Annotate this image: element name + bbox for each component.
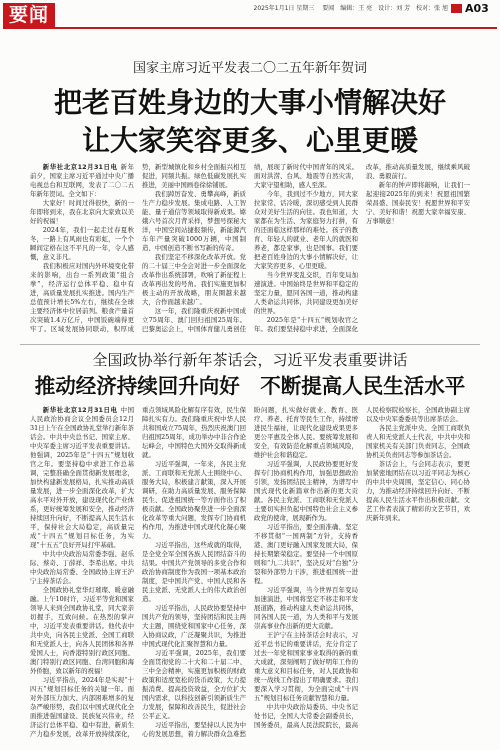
- paragraph: 习近平强调，一年来，各民主党派、工商联和无党派人士围绕中心、服务大局，积极建言献策，深入开展调研，在助力高质量发展、服务保障民生、促进祖国统一等方面作出了积极贡献。全国政协聚焦进一步全面深化改革等重大问题，发挥专门协商机构作用，为推进中国式现代化凝心聚力。: [142, 460, 246, 540]
- paragraph: 各民主党派中央、全国工商联负责人和无党派人士代表，中共中央和国家机关有关部门负责同志，全国政协机关负责同志等参加茶话会。: [366, 424, 470, 459]
- paragraph: 我们坚定不移深化改革开放。党的二十届三中全会对进一步全面深化改革作出系统部署，吹响了新征程上改革再出发的号角。我们实施更加积极主动的开放战略，朋友圈越来越大，合作面越来越广。: [142, 253, 246, 306]
- top-article-body: [30, 163, 470, 339]
- page-marker: [451, 4, 462, 13]
- page-number: A03: [465, 2, 489, 15]
- paragraph: 习近平强调，当今世界百年变局加速演进，中国将坚定不移走和平发展道路，推动构建人类命运共同体，同各国人民一道，为人类和平与发展崇高事业作出新的更大贡献。: [254, 586, 358, 630]
- paragraph: 全国政协礼堂华灯璀璨、暖意融融。上午10时许，习近平等党和国家领导人来到全国政协礼堂，同大家亲切握手，互致问候。在热烈的掌声中，习近平发表重要讲话。他代表中共中央，向各民主党派、全国工商联和无党派人士，向各人民团体和各界爱国人士，向香港特别行政区同胞、澳门特别行政区同胞、台湾同胞和海外侨胞，致以新年的祝福！: [30, 586, 134, 675]
- paragraph: 中共中央政治局常委李强、赵乐际、蔡奇、丁薛祥、李希出席。中共中央政治局常委、全国政协主席王沪宁主持茶话会。: [30, 550, 134, 585]
- top-article-headline-line-2: 让大家笑容更多、心里更暖: [81, 124, 418, 157]
- paragraph: 中共中央政治局委员、中央书记处书记，全国人大常委会副委员长，国务委员，最高人民法院院长，最高人民检察院检察长，全国政协副主席以及中央军委委员等出席茶话会。: [254, 406, 470, 729]
- section-tab: 要闻: [3, 3, 55, 27]
- bottom-article-headline: 推动经济持续回升向好 不断提高人民生活水平: [34, 374, 466, 398]
- paragraph: 我们积极应对国内外环境变化带来的影响，出台一系列政策“组合拳”，经济运行总体平稳、稳中有进，高质量发展扎实推进。国内生产总值预计增长5%左右，继续在全球主要经济体中位居前列。粮食产量首次突破1.4万亿斤，中国饭碗端得更牢了。区域发展协同联动，积厚成势，新型城镇化和乡村全面振兴相互促进，同频共振。绿色低碳发展扎实推进，美丽中国画卷徐徐铺展。: [30, 163, 246, 333]
- paragraph: 我们踔厉奋发、勇攀高峰，新质生产力稳步发展。集成电路、人工智能、量子通信等领域取得新成果。嫦娥六号首次月背采样，梦想号探秘大洋，中国空间站捷报频传，新能源汽车年产量突破1000万辆，中国制造、中国创造不断书写新的传奇。: [142, 190, 246, 252]
- paragraph: 习近平指出，2024年是实现“十四五”规划目标任务的关键一年。面对外部压力加大、内部困难增多的复杂严峻形势，我们以中国式现代化全面推进强国建设、民族复兴伟业，经济运行总体平稳、稳中有进，新质生产力稳步发展，改革开放持续深化，重点领域风险化解有序有效，民生保障扎实有力。我们隆重庆祝中华人民共和国成立75周年，热烈庆祝澳门回归祖国25周年，成功举办中非合作论坛峰会，中国特色大国外交取得新成就。: [30, 406, 246, 738]
- header-rule: [3, 27, 497, 29]
- lead-text: 新年前夕，国家主席习近平通过中央广播电视总台和互联网，发表了二〇二五年新年贺词。全文如下：: [30, 163, 134, 198]
- paragraph: 新年的钟声即将敲响，让我们一起迎接2025年的到来！祝愿祖国繁荣昌盛、国泰民安！祝愿世界和平安宁、美好和谐！祝愿大家幸福安康、万事顺意！: [366, 181, 470, 225]
- paragraph: 习近平指出，要坚持以人民为中心的发展思想，着力解决群众急难愁盼问题，扎实做好就业、教育、医疗、养老、托育等民生工作，持续增进民生福祉，让现代化建设成果更多更公平惠及全体人民。要统筹发展和安全，有效防范化解重点领域风险，维护社会和谐稳定。: [142, 406, 358, 738]
- bottom-article-body: [30, 406, 470, 742]
- article-divider: [20, 344, 480, 345]
- lead-text: 中国人民政治协商会议全国委员会12月31日上午在全国政协礼堂举行新年茶话会。中共中央总书记、国家主席、中央军委主席习近平发表重要讲话。他强调，2025年是“十四五”规划收官之年。要坚持稳中求进工作总基调，完整准确全面贯彻新发展理念，加快构建新发展格局，扎实推动高质量发展，进一步全面深化改革，扩大高水平对外开放，建设现代化产业体系，更好统筹发展和安全，推动经济持续回升向好，不断提高人民生活水平，保持社会大局稳定，高质量完成“十四五”规划目标任务，为实现“十五五”良好开局打牢基础。: [30, 406, 134, 549]
- header-info: [254, 5, 448, 13]
- paragraph: 习近平指出，这些成就的取得，是全党全军全国各族人民团结奋斗的结果。中国共产党领导的多党合作和政治协商制度作为我国一项基本政治制度，是中国共产党、中国人民和各民主党派、无党派人士的伟大政治创造。: [142, 541, 246, 603]
- paragraph: 习近平强调，人民政协要更好发挥专门协商机构作用，加强思想政治引领，发扬团结民主精神，为谱写中国式现代化新篇章作出新的更大贡献。各民主党派、工商联和无党派人士要切实担负起中国特色社会主义参政党的使命，展现新作为。: [254, 460, 358, 522]
- paragraph: 茶话会上，与会同志表示，要更加紧密地团结在以习近平同志为核心的中共中央周围，坚定信心、同心协力，为推动经济持续回升向好、不断提高人民生活水平作出积极贡献。文艺工作者表演了精彩的文艺节目，欢庆新年到来。: [366, 460, 470, 522]
- paragraph: 大家好！时间过得很快，新的一年即将到来，我在北京向大家致以美好的祝福！: [30, 199, 134, 225]
- paragraph: 今年，我到过不少地方，同大家拉家常、话冷暖，深切感受到人民群众对美好生活的向往。我也知道，大家都在为生活、为家庭努力打拼，有的还面临这样那样的难处。孩子的教育、年轻人的就业、老年人的就医和养老，都是家事，也是国事。我们要把老百姓身边的大事小情解决好，让大家笑容更多、心里更暖。: [254, 190, 358, 270]
- paragraph: 2025年是“十四五”规划收官之年。我们要坚持稳中求进，全面深化改革，推动高质量发展，继续乘风破浪、勇毅前行。: [254, 163, 470, 333]
- dateline: 新华社北京12月31日电: [42, 163, 118, 171]
- top-article-kicker: 国家主席习近平发表二〇二五年新年贺词: [132, 61, 367, 76]
- lead-paragraph: [30, 163, 134, 199]
- paragraph: 习近平指出，人民政协要坚持中国共产党的领导，坚持团结和民主两大主题，围绕党和国家中心任务，深入协商议政，广泛凝聚共识，为推进中国式现代化汇聚智慧和力量。: [142, 604, 246, 648]
- lead-paragraph: [30, 406, 134, 550]
- paragraph: 当今世界变乱交织，百年变局加速演进。中国始终是世界和平稳定的坚定力量，愿同各国一道，推动构建人类命运共同体，共同建设更加美好的世界。: [254, 271, 358, 315]
- paragraph: 这一年，我们隆重庆祝新中国成立75周年、澳门回归祖国25周年。巴黎奥运会上，中国体育健儿勇创佳绩，展现了新时代中国青年的风采。面对洪涝、台风、地震等自然灾害，大家守望相助，感人至深。: [142, 163, 358, 333]
- bottom-article-kicker: 全国政协举行新年茶话会，习近平发表重要讲话: [92, 351, 408, 369]
- paragraph: 习近平强调，2025年，我们要全面贯彻党的二十大和二十届二中、三中全会精神，实施更加积极的财政政策和适度宽松的货币政策，大力提振消费、提高投资效益，全方位扩大国内需求，以科技创新引领新质生产力发展，保障和改善民生，促进社会公平正义。: [142, 649, 246, 720]
- paragraph: 王沪宁在主持茶话会时表示，习近平总书记的重要讲话，充分肯定了过去一年党和国家事业取得的新的重大成就，深刻阐明了做好明年工作的重大意义和目标任务，对人民政协和统一战线工作提出了明确要求。我们要深入学习贯彻，为全面完成“十四五”规划目标任务贡献智慧和力量。: [254, 631, 358, 702]
- paragraph: 2024年，我们一起走过春夏秋冬，一路上有风雨也有彩虹，一个个瞬间定格在这不平凡的一年，令人感慨，意义非凡。: [30, 226, 134, 261]
- dateline: 新华社北京12月31日电: [42, 406, 118, 414]
- page-credits: 要闻 编辑：王 亮 设计：刘 芳 校对：张 旭: [322, 5, 448, 12]
- paragraph: 习近平指出，要全面准确、坚定不移贯彻“一国两制”方针，支持香港、澳门更好融入国家发展大局，保持长期繁荣稳定。要坚持一个中国原则和“九二共识”，坚决反对“台独”分裂和外部势力干涉，推进祖国统一进程。: [254, 523, 358, 585]
- top-article-headline-line-1: 把老百姓身边的大事小情解决好: [53, 86, 446, 119]
- issue-date: 2025年1月1日 星期三: [253, 5, 315, 12]
